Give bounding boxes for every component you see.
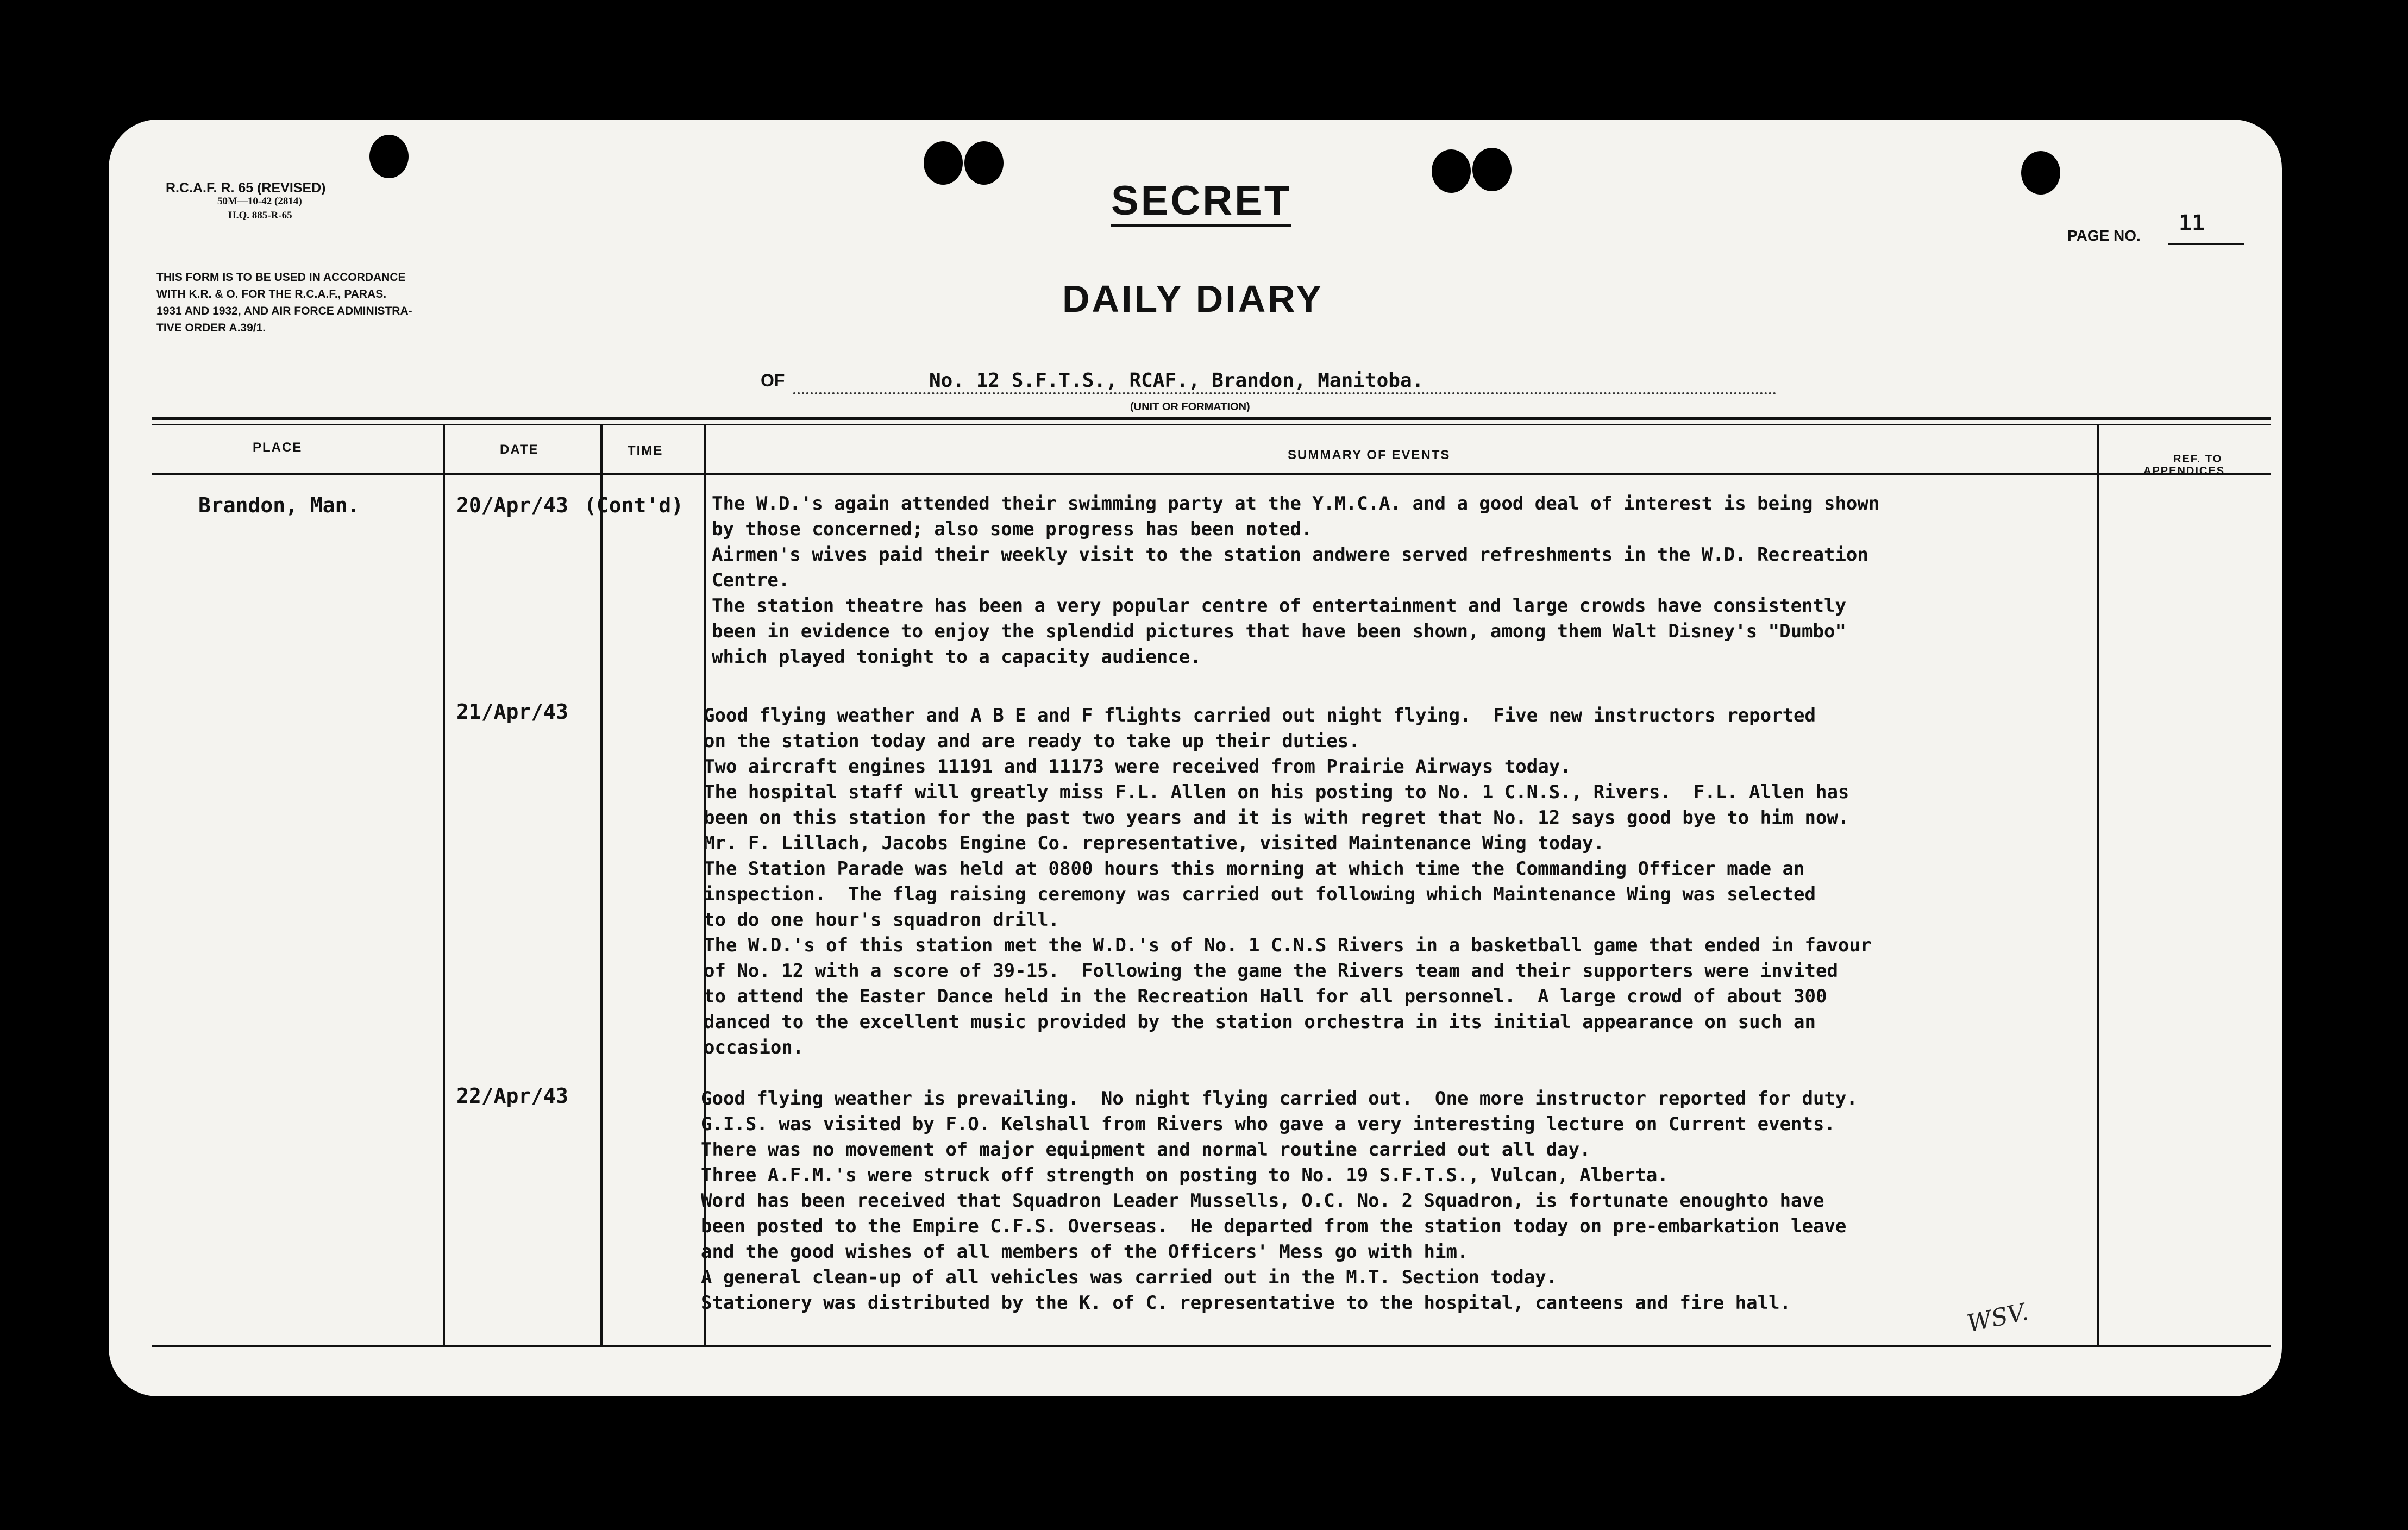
summary-line: which played tonight to a capacity audience. (712, 646, 1201, 668)
form-notice (156, 269, 412, 336)
punch-hole (1432, 149, 1471, 193)
summary-line: Word has been received that Squadron Leader Mussells, O.C. No. 2 Squadron, is fortunate enoughto have (701, 1190, 1824, 1212)
column-header-date: DATE (500, 442, 539, 457)
summary-line: The station theatre has been a very popular centre of entertainment and large crowds have consistently (712, 595, 1846, 617)
column-header-place: PLACE (253, 440, 303, 455)
column-header-summary: SUMMARY OF EVENTS (1288, 448, 1451, 462)
punch-hole (369, 135, 409, 178)
summary-line: to attend the Easter Dance held in the Recreation Hall for all personnel. A large crowd of about 300 (704, 986, 1827, 1007)
summary-line: of No. 12 with a score of 39-15. Following the game the Rivers team and their supporters were invited (704, 960, 1838, 982)
entry-place: Brandon, Man. (198, 493, 360, 517)
summary-line: Two aircraft engines 11191 and 11173 were received from Prairie Airways today. (704, 756, 1571, 777)
unit-label: OF (761, 371, 785, 390)
unit-caption: (UNIT OR FORMATION) (1130, 401, 1250, 413)
summary-line: occasion. (704, 1037, 804, 1058)
punch-hole (1472, 148, 1512, 191)
summary-line: The Station Parade was held at 0800 hours this morning at which time the Commanding Officer made an (704, 858, 1805, 880)
summary-line: The W.D.'s again attended their swimming party at the Y.M.C.A. and a good deal of interest is being shown (712, 493, 1880, 515)
summary-line: been posted to the Empire C.F.S. Overseas. He departed from the station today on pre-embarkation leave (701, 1215, 1847, 1237)
punch-hole (924, 141, 963, 185)
page-title: DAILY DIARY (1062, 278, 1324, 320)
notice-line: WITH K.R. & O. FOR THE R.C.A.F., PARAS. (156, 288, 387, 300)
summary-line: on the station today and are ready to take up their duties. (704, 730, 1360, 752)
diary-sheet (109, 120, 2282, 1396)
summary-line: Good flying weather is prevailing. No night flying carried out. One more instructor reported for duty. (701, 1088, 1858, 1109)
summary-line: Good flying weather and A B E and F flights carried out night flying. Five new instructors reported (704, 705, 1816, 726)
handwritten-initials: WSV. (1964, 1297, 2031, 1338)
entry-date: 22/Apr/43 (456, 1084, 568, 1108)
notice-line: TIVE ORDER A.39/1. (156, 322, 266, 334)
column-header-ref: REF. TO (2173, 453, 2223, 465)
entry-date: 21/Apr/43 (456, 700, 568, 724)
column-header-ref: APPENDICES (2143, 465, 2225, 477)
summary-line: to do one hour's squadron drill. (704, 909, 1060, 931)
page-number-rule (2168, 243, 2244, 245)
page-number: 11 (2179, 211, 2205, 236)
table-bottom-rule (152, 1345, 2271, 1347)
page-number-label: PAGE NO. (2067, 227, 2141, 244)
entry-date: 20/Apr/43 (456, 493, 568, 517)
summary-line: Stationery was distributed by the K. of C. representative to the hospital, canteens and fire hall. (701, 1292, 1791, 1314)
summary-line: G.I.S. was visited by F.O. Kelshall from Rivers who gave a very interesting lecture on Current events. (701, 1113, 1835, 1135)
notice-line: THIS FORM IS TO BE USED IN ACCORDANCE (156, 271, 406, 284)
summary-line: by those concerned; also some progress has been noted. (712, 518, 1313, 540)
summary-line: A general clean-up of all vehicles was carried out in the M.T. Section today. (701, 1266, 1558, 1288)
table-top-rule (152, 424, 2271, 425)
summary-line: been on this station for the past two years and it is with regret that No. 12 says good bye to him now. (704, 807, 1849, 829)
summary-line: Three A.F.M.'s were struck off strength on posting to No. 19 S.F.T.S., Vulcan, Alberta. (701, 1164, 1669, 1186)
punch-hole (2021, 151, 2060, 195)
form-print-run: 50M—10-42 (2814) (217, 196, 302, 207)
classification-stamp: SECRET (1111, 178, 1291, 227)
summary-line: Mr. F. Lillach, Jacobs Engine Co. representative, visited Maintenance Wing today. (704, 832, 1605, 854)
unit-rule (793, 392, 1777, 394)
table-top-rule (152, 417, 2271, 420)
summary-line: been in evidence to enjoy the splendid pictures that have been shown, among them Walt Disney's "Dumbo" (712, 620, 1846, 642)
header-bottom-rule (152, 473, 2271, 475)
form-code: R.C.A.F. R. 65 (REVISED) (166, 180, 326, 196)
summary-line: Centre. (712, 569, 790, 591)
column-divider (443, 425, 445, 1346)
summary-line: inspection. The flag raising ceremony was carried out following which Maintenance Wing was selected (704, 883, 1816, 905)
summary-line: Airmen's wives paid their weekly visit to the station andwere served refreshments in the W.D. Recreation (712, 544, 1868, 566)
notice-line: 1931 AND 1932, AND AIR FORCE ADMINISTRA- (156, 305, 412, 317)
summary-line: There was no movement of major equipment and normal routine carried out all day. (701, 1139, 1591, 1161)
column-header-time: TIME (628, 443, 663, 458)
summary-line: The W.D.'s of this station met the W.D.'s of No. 1 C.N.S Rivers in a basketball game that ended in favour (704, 935, 1872, 956)
form-hq-ref: H.Q. 885-R-65 (228, 210, 292, 221)
column-divider (600, 425, 603, 1346)
summary-line: and the good wishes of all members of the Officers' Mess go with him. (701, 1241, 1469, 1263)
entry-time: (Cont'd) (584, 493, 684, 517)
summary-line: The hospital staff will greatly miss F.L. Allen on his posting to No. 1 C.N.S., Rivers. F.L. Allen has (704, 781, 1849, 803)
unit-name: No. 12 S.F.T.S., RCAF., Brandon, Manitoba. (929, 369, 1424, 392)
punch-hole (964, 141, 1004, 185)
column-divider (2097, 425, 2099, 1346)
summary-line: danced to the excellent music provided by the station orchestra in its initial appearance on such an (704, 1011, 1816, 1033)
